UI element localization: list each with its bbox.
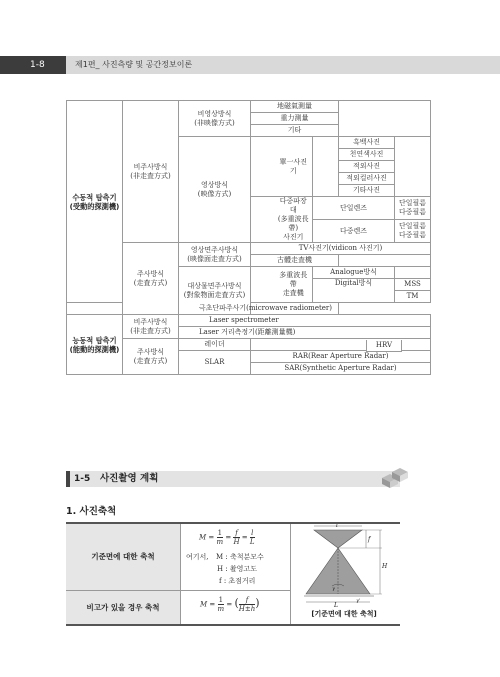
laser-spectrometer-cell: Laser spectrometer (179, 315, 431, 327)
single-multi-film-cell: 단일필름 다중필름 (395, 197, 431, 220)
subsection-title: 1. 사진축척 (66, 506, 117, 517)
image-plane-scan-label: 영상면주사방식 (映像面走査方式) (179, 243, 251, 267)
chapter-title: 제1편_ 사진측량 및 공간정보이론 (75, 60, 193, 69)
label-gamma-prime: γ' (356, 598, 361, 604)
base-scale-formula: M = $\frac{1}{m}$ = $\frac{f}{H}$ = $\frac{l}{L}$ (199, 529, 255, 546)
passive-sensor-label: 수동적 탐측기 (受動的探測機) (67, 101, 123, 303)
laser-rangefinder-cell: Laser 거리측정기(距離測量機) (179, 327, 431, 339)
geomagnetic-cell: 地磁氣測量 (251, 101, 339, 113)
non-scan-label: 비주사방식 (非走査方式) (123, 101, 179, 243)
digital-cell: Digital방식 (313, 279, 395, 303)
label-gamma: γ (332, 586, 335, 592)
base-plane-scale-label: 기준면에 대한 축척 (66, 524, 180, 590)
slar-cell: SLAR (179, 351, 251, 375)
mss-cell: MSS (395, 279, 431, 291)
radar-cell: 레이더 (179, 339, 251, 351)
bw-photo-cell: 흑백사진 (339, 137, 395, 149)
other-photo-cell: 기타사진 (339, 185, 395, 197)
label-f: f (368, 536, 371, 543)
tm-cell: TM (395, 291, 431, 303)
sar-cell: SAR(Synthetic Aperture Radar) (251, 363, 431, 375)
active-scan-label: 주사방식 (走査方式) (123, 339, 179, 375)
object-plane-scan-label: 대상물면주사방식 (對象物面走査方式) (179, 267, 251, 315)
rar-cell: RAR(Rear Aperture Radar) (251, 351, 431, 363)
label-h: H (382, 563, 388, 570)
def-h: H : 촬영고도 (217, 565, 257, 573)
solid-scanner-cell: 古體走査機 (251, 255, 339, 267)
section-title: 사진촬영 계획 (100, 473, 159, 484)
multiband-scanner-cell: 多重波長帶 走査機 (275, 267, 313, 303)
figure-caption: [기준면에 대한 축척] (311, 610, 377, 618)
def-m: M : 축척분모수 (216, 553, 264, 561)
label-big-l: L (334, 602, 338, 608)
multi-lens-film-cell: 단일필름 다중필름 (395, 220, 431, 243)
scan-label: 주사방식 (走査方式) (123, 243, 179, 315)
relief-scale-formula: M = $\frac{1}{m}$ = ( $\frac{f}{H\pm h}$ ) (200, 596, 260, 613)
infrared-color-cell: 적외컬러사진 (339, 173, 395, 185)
analog-cell: Analogue방식 (313, 267, 395, 279)
page-number: 1-8 (0, 56, 66, 74)
imaging-label: 영상방식 (映像方式) (179, 137, 251, 243)
infrared-cell: 적외사진 (339, 161, 395, 173)
active-sensor-label: 능동적 탐측기 (能動的探測機) (67, 315, 123, 375)
other-cell: 기타 (251, 125, 339, 137)
label-l: l (336, 524, 338, 529)
decorative-cubes-icon (378, 464, 410, 490)
section-heading-marker (66, 471, 70, 487)
section-number: 1-5 (74, 474, 91, 484)
relief-scale-label: 비고가 있을 경우 축척 (66, 591, 180, 624)
microwave-cell: 극초단파주사기(microwave radiometer) (67, 303, 339, 315)
non-imaging-label: 비영상방식 (非映像方式) (179, 101, 251, 137)
hrv-cell: HRV (366, 340, 402, 352)
single-camera-cell: 單一사진기 (275, 137, 313, 197)
scale-geometry-diagram (296, 524, 394, 608)
multiband-camera-cell: 다중파장대 (多重波長帶) 사진기 (275, 197, 313, 243)
def-f: f : 초점거리 (219, 577, 256, 585)
tv-camera-cell: TV사진기(vidicon 사진기) (251, 243, 431, 255)
gravity-cell: 重力測量 (251, 113, 339, 125)
where-label: 여기서, (186, 553, 209, 561)
single-lens-cell: 단일렌즈 (313, 197, 395, 220)
sensor-classification-table (66, 100, 431, 375)
active-non-scan-label: 비주사방식 (非走査方式) (123, 315, 179, 339)
multi-lens-cell: 다중렌즈 (313, 220, 395, 243)
natural-color-cell: 천연색사진 (339, 149, 395, 161)
